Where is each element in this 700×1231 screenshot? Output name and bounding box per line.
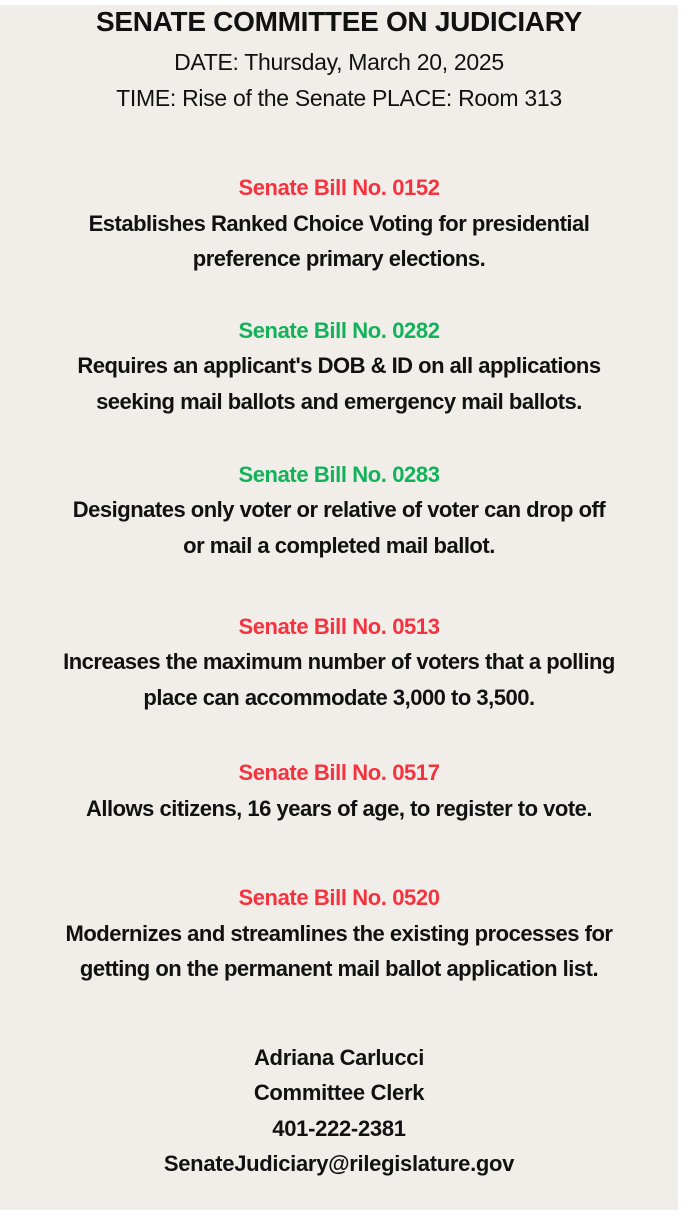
clerk-phone: 401-222-2381 (272, 1116, 406, 1141)
bill-description: Increases the maximum number of voters that a polling (63, 649, 615, 674)
clerk-email: SenateJudiciary@rilegislature.gov (163, 1151, 515, 1176)
bill-description: getting on the permanent mail ballot application list. (79, 956, 599, 981)
bill-number: Senate Bill No. 0517 (238, 760, 440, 785)
bill-number: Senate Bill No. 0283 (238, 462, 440, 487)
bill-description: Modernizes and streamlines the existing processes for (65, 921, 613, 946)
bill-description: Establishes Ranked Choice Voting for presidential (88, 211, 590, 236)
bill-description: Requires an applicant's DOB & ID on all applications (77, 353, 601, 378)
meeting-date: DATE: Thursday, March 20, 2025 (174, 49, 504, 75)
bill-description: seeking mail ballots and emergency mail ballots. (96, 389, 582, 414)
bill-number: Senate Bill No. 0152 (238, 175, 440, 200)
bill-description: Allows citizens, 16 years of age, to register to vote. (85, 796, 593, 821)
page-title: SENATE COMMITTEE ON JUDICIARY (96, 6, 582, 37)
meeting-time-place: TIME: Rise of the Senate PLACE: Room 313 (116, 85, 562, 111)
clerk-name: Adriana Carlucci (253, 1045, 425, 1070)
bill-number: Senate Bill No. 0513 (238, 614, 440, 639)
bill-number: Senate Bill No. 0520 (238, 885, 440, 910)
clerk-role: Committee Clerk (253, 1080, 425, 1105)
bill-number: Senate Bill No. 0282 (238, 318, 440, 343)
bill-description: Designates only voter or relative of voter can drop off (72, 497, 606, 522)
bill-description: or mail a completed mail ballot. (183, 533, 495, 558)
bill-description: place can accommodate 3,000 to 3,500. (143, 685, 535, 710)
bill-description: preference primary elections. (192, 246, 486, 271)
